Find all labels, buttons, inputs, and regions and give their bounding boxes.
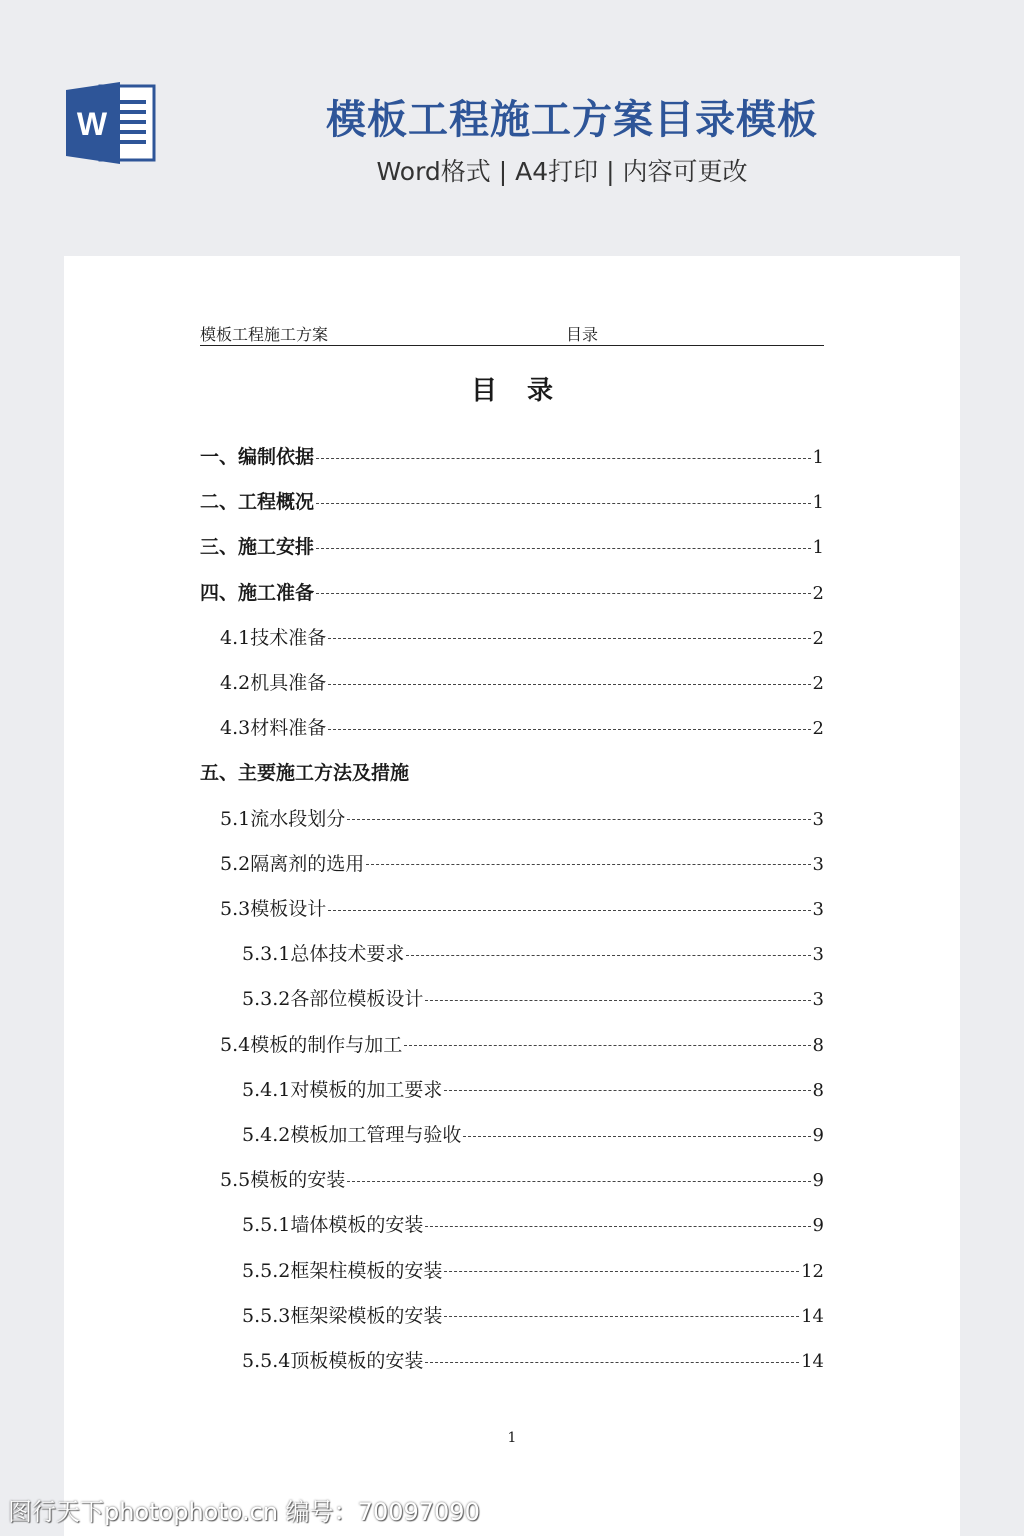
- toc-entry-label: 一、编制依据: [200, 446, 315, 468]
- toc-leader-dots: [444, 1090, 810, 1091]
- toc-entry[interactable]: [200, 713, 824, 743]
- toc-entry-page: 2: [812, 718, 824, 740]
- toc-leader-dots: [347, 819, 810, 820]
- toc-entry[interactable]: [200, 442, 824, 472]
- toc-entry[interactable]: [200, 1165, 824, 1195]
- toc-leader-dots: [316, 593, 811, 594]
- toc-entry-label: 4.2机具准备: [220, 672, 327, 694]
- toc-entry-label: 5.5.1墙体模板的安装: [242, 1214, 424, 1237]
- toc-leader-dots: [328, 638, 810, 639]
- toc-entry[interactable]: [200, 1120, 824, 1150]
- toc-entry-label: 5.4.1对模板的加工要求: [242, 1078, 443, 1101]
- toc-entry-page: 14: [801, 1305, 824, 1327]
- toc-entry[interactable]: [200, 984, 824, 1014]
- toc-leader-dots: [463, 1136, 810, 1137]
- toc-entry-label: 5.5.4顶板模板的安装: [242, 1350, 424, 1372]
- toc-leader-dots: [444, 1316, 799, 1317]
- toc-entry-label: 5.5.2框架柱模板的安装: [242, 1259, 443, 1282]
- toc-entry[interactable]: [200, 578, 824, 608]
- toc-leader-dots: [316, 548, 811, 549]
- toc-entry-label: 5.3模板设计: [220, 898, 327, 920]
- toc-leader-dots: [328, 684, 810, 685]
- toc-entry-label: 5.5.3框架梁模板的安装: [242, 1304, 443, 1327]
- header-doc-title: 模板工程施工方案: [200, 325, 329, 344]
- toc-entry-page: 2: [812, 627, 824, 649]
- toc-entry[interactable]: [200, 1210, 824, 1240]
- toc-leader-dots: [425, 1362, 799, 1363]
- toc-entry-page: 8: [812, 1079, 824, 1101]
- toc-entry-page: 1: [812, 447, 824, 468]
- toc-leader-dots: [425, 1000, 810, 1001]
- toc-entry-page: 3: [812, 944, 824, 966]
- toc-entry[interactable]: [200, 1075, 824, 1105]
- toc-entry-page: 9: [812, 1170, 824, 1192]
- page-number: 1: [507, 1430, 517, 1446]
- toc-entry[interactable]: [200, 532, 824, 562]
- toc-entry[interactable]: [200, 1301, 824, 1331]
- toc-entry-label: 5.1流水段划分: [220, 807, 346, 830]
- toc-entry-page: 3: [812, 989, 824, 1011]
- toc-entry-page: 8: [812, 1034, 824, 1056]
- toc-entry-label: 5.5模板的安装: [220, 1169, 346, 1192]
- word-logo-letter: W: [76, 106, 108, 142]
- toc-leader-dots: [406, 955, 810, 956]
- toc-leader-dots: [328, 729, 810, 730]
- toc-entry-page: 1: [812, 537, 824, 559]
- toc-entry-page: 2: [812, 673, 824, 694]
- toc-entry[interactable]: [200, 1346, 824, 1376]
- toc-entry-label: 5.3.2各部位模板设计: [242, 988, 424, 1011]
- toc-entry[interactable]: [200, 487, 824, 517]
- banner: [0, 0, 1024, 256]
- toc-entry-page: 3: [812, 899, 824, 920]
- toc-entry-label: 五、主要施工方法及措施: [200, 762, 410, 785]
- toc-leader-dots: [404, 1045, 810, 1046]
- toc-entry[interactable]: [200, 758, 824, 788]
- toc-entry-label: 二、工程概况: [200, 491, 315, 514]
- toc-entry-page: 14: [801, 1351, 824, 1372]
- toc-entry-page: 9: [812, 1215, 824, 1237]
- toc-entry-label: 4.3材料准备: [220, 717, 327, 740]
- toc-entry[interactable]: [200, 804, 824, 834]
- watermark: 图行天下photophoto.cn 编号：70097090: [8, 1498, 480, 1526]
- document-page: [64, 256, 960, 1536]
- toc-entry-label: 4.1技术准备: [220, 626, 327, 649]
- toc-leader-dots: [328, 910, 810, 911]
- toc-entry[interactable]: [200, 623, 824, 653]
- toc-entry-page: 12: [801, 1260, 824, 1282]
- toc-entry-label: 5.2隔离剂的选用: [220, 852, 365, 875]
- toc-leader-dots: [366, 864, 810, 865]
- toc-leader-dots: [425, 1226, 810, 1227]
- toc-entry-label: 四、施工准备: [200, 581, 315, 604]
- toc-title: 目录: [470, 376, 583, 406]
- toc-entry[interactable]: [200, 939, 824, 969]
- toc-entry[interactable]: [200, 1030, 824, 1060]
- toc-entry-page: 3: [812, 853, 824, 875]
- toc-leader-dots: [316, 503, 811, 504]
- toc-leader-dots: [347, 1181, 810, 1182]
- toc-entry-label: 5.4.2模板加工管理与验收: [242, 1124, 462, 1146]
- toc-entry-page: 9: [812, 1125, 824, 1146]
- banner-title: 模板工程施工方案目录模板: [326, 97, 818, 143]
- toc-entry-page: 3: [812, 808, 824, 830]
- banner-subtitle: Word格式 | A4打印 | 内容可更改: [376, 157, 748, 186]
- toc-entry-label: 三、施工安排: [200, 536, 315, 559]
- page-header: [200, 320, 824, 346]
- toc-leader-dots: [316, 458, 811, 459]
- header-section: 目录: [566, 325, 599, 344]
- toc-entry[interactable]: [200, 668, 824, 698]
- toc-entry[interactable]: [200, 1256, 824, 1286]
- toc-leader-dots: [444, 1271, 799, 1272]
- toc-entry-label: 5.3.1总体技术要求: [242, 943, 405, 966]
- toc-entry[interactable]: [200, 894, 824, 924]
- toc-entry-page: 1: [812, 492, 824, 514]
- toc-entry[interactable]: [200, 849, 824, 879]
- toc-entry-label: 5.4模板的制作与加工: [220, 1033, 403, 1056]
- toc-entry-page: 2: [812, 582, 824, 604]
